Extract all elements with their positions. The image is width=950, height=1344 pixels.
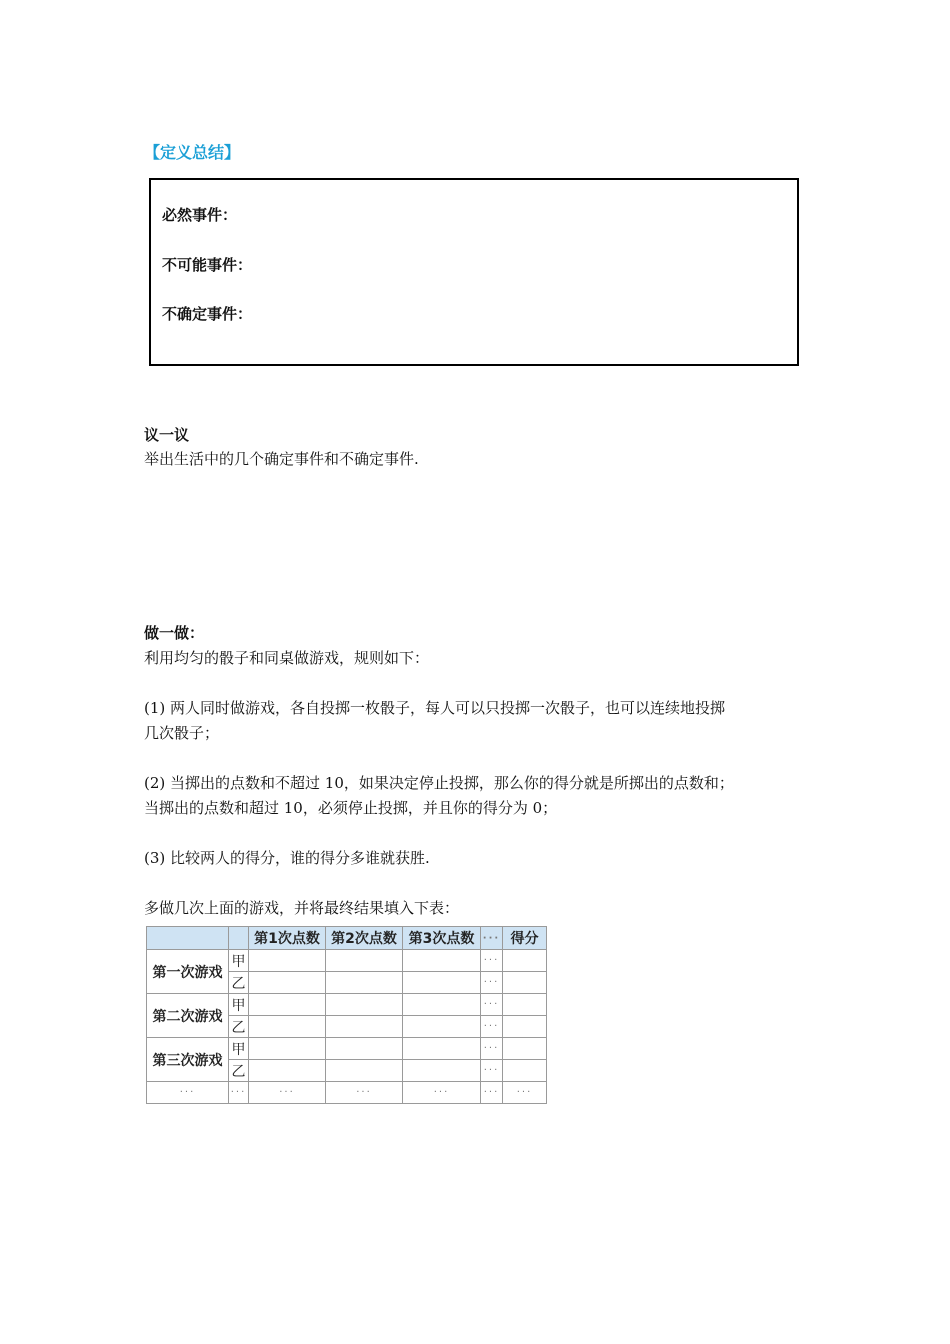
cell[interactable] bbox=[403, 994, 481, 1016]
ellipsis-cell: ··· bbox=[481, 1082, 503, 1104]
table-header-row bbox=[147, 927, 547, 950]
row-ellipsis: ··· bbox=[481, 1016, 503, 1038]
rule-1-line-1: (1) 两人同时做游戏，各自投掷一枚骰子，每人可以只投掷一次骰子，也可以连续地投掷 bbox=[144, 699, 726, 717]
cell[interactable] bbox=[249, 1016, 326, 1038]
cell[interactable] bbox=[403, 950, 481, 972]
score-cell[interactable] bbox=[503, 950, 547, 972]
cell[interactable] bbox=[249, 972, 326, 994]
table-row bbox=[147, 1038, 547, 1060]
cell[interactable] bbox=[249, 994, 326, 1016]
header-roll-3: 第3次点数 bbox=[403, 927, 481, 950]
cell[interactable] bbox=[249, 1038, 326, 1060]
ellipsis-cell: ··· bbox=[147, 1082, 229, 1104]
cell[interactable] bbox=[326, 1060, 403, 1082]
rule-3: (3) 比较两人的得分，谁的得分多谁就获胜. bbox=[144, 849, 430, 867]
game-3-label: 第三次游戏 bbox=[147, 1038, 229, 1082]
player-yi: 乙 bbox=[229, 1016, 249, 1038]
certain-event-label: 必然事件： bbox=[162, 206, 238, 224]
ellipsis-cell: ··· bbox=[249, 1082, 326, 1104]
score-cell[interactable] bbox=[503, 1016, 547, 1038]
cell[interactable] bbox=[403, 972, 481, 994]
cell[interactable] bbox=[249, 1060, 326, 1082]
table-intro: 多做几次上面的游戏，并将最终结果填入下表： bbox=[144, 899, 460, 917]
cell[interactable] bbox=[403, 1038, 481, 1060]
row-ellipsis: ··· bbox=[481, 994, 503, 1016]
score-table bbox=[146, 926, 547, 1104]
uncertain-event-label: 不确定事件： bbox=[162, 305, 253, 323]
score-cell[interactable] bbox=[503, 1038, 547, 1060]
game-1-label: 第一次游戏 bbox=[147, 950, 229, 994]
ellipsis-cell: ··· bbox=[403, 1082, 481, 1104]
cell[interactable] bbox=[326, 994, 403, 1016]
definition-box bbox=[149, 178, 799, 366]
impossible-event-label: 不可能事件： bbox=[162, 256, 253, 274]
cell[interactable] bbox=[249, 950, 326, 972]
game-2-label: 第二次游戏 bbox=[147, 994, 229, 1038]
ellipsis-cell: ··· bbox=[503, 1082, 547, 1104]
score-cell[interactable] bbox=[503, 994, 547, 1016]
player-yi: 乙 bbox=[229, 972, 249, 994]
header-score: 得分 bbox=[503, 927, 547, 950]
row-ellipsis: ··· bbox=[481, 1060, 503, 1082]
cell[interactable] bbox=[326, 1016, 403, 1038]
row-ellipsis: ··· bbox=[481, 1038, 503, 1060]
cell[interactable] bbox=[403, 1016, 481, 1038]
score-cell[interactable] bbox=[503, 972, 547, 994]
cell[interactable] bbox=[403, 1060, 481, 1082]
cell[interactable] bbox=[326, 972, 403, 994]
rule-2-line-1: (2) 当掷出的点数和不超过 10，如果决定停止投掷，那么你的得分就是所掷出的点数和； bbox=[144, 774, 734, 792]
header-roll-2: 第2次点数 bbox=[326, 927, 403, 950]
header-empty-2 bbox=[229, 927, 249, 950]
cell[interactable] bbox=[326, 1038, 403, 1060]
ellipsis-cell: ··· bbox=[229, 1082, 249, 1104]
score-cell[interactable] bbox=[503, 1060, 547, 1082]
discuss-text: 举出生活中的几个确定事件和不确定事件. bbox=[144, 450, 419, 468]
activity-intro: 利用均匀的骰子和同桌做游戏，规则如下： bbox=[144, 649, 430, 667]
activity-title: 做一做： bbox=[144, 624, 205, 642]
cell[interactable] bbox=[326, 950, 403, 972]
header-empty-1 bbox=[147, 927, 229, 950]
player-yi: 乙 bbox=[229, 1060, 249, 1082]
player-jia: 甲 bbox=[229, 1038, 249, 1060]
header-ellipsis: ··· bbox=[481, 927, 503, 950]
definition-summary-heading: 【定义总结】 bbox=[144, 143, 241, 162]
table-row bbox=[147, 994, 547, 1016]
player-jia: 甲 bbox=[229, 994, 249, 1016]
table-row bbox=[147, 950, 547, 972]
header-roll-1: 第1次点数 bbox=[249, 927, 326, 950]
discuss-title: 议一议 bbox=[144, 426, 190, 444]
table-row-ellipsis bbox=[147, 1082, 547, 1104]
row-ellipsis: ··· bbox=[481, 972, 503, 994]
rule-2-line-2: 当掷出的点数和超过 10，必须停止投掷，并且你的得分为 0； bbox=[144, 799, 558, 817]
player-jia: 甲 bbox=[229, 950, 249, 972]
ellipsis-cell: ··· bbox=[326, 1082, 403, 1104]
rule-1-line-2: 几次骰子； bbox=[144, 724, 220, 742]
row-ellipsis: ··· bbox=[481, 950, 503, 972]
